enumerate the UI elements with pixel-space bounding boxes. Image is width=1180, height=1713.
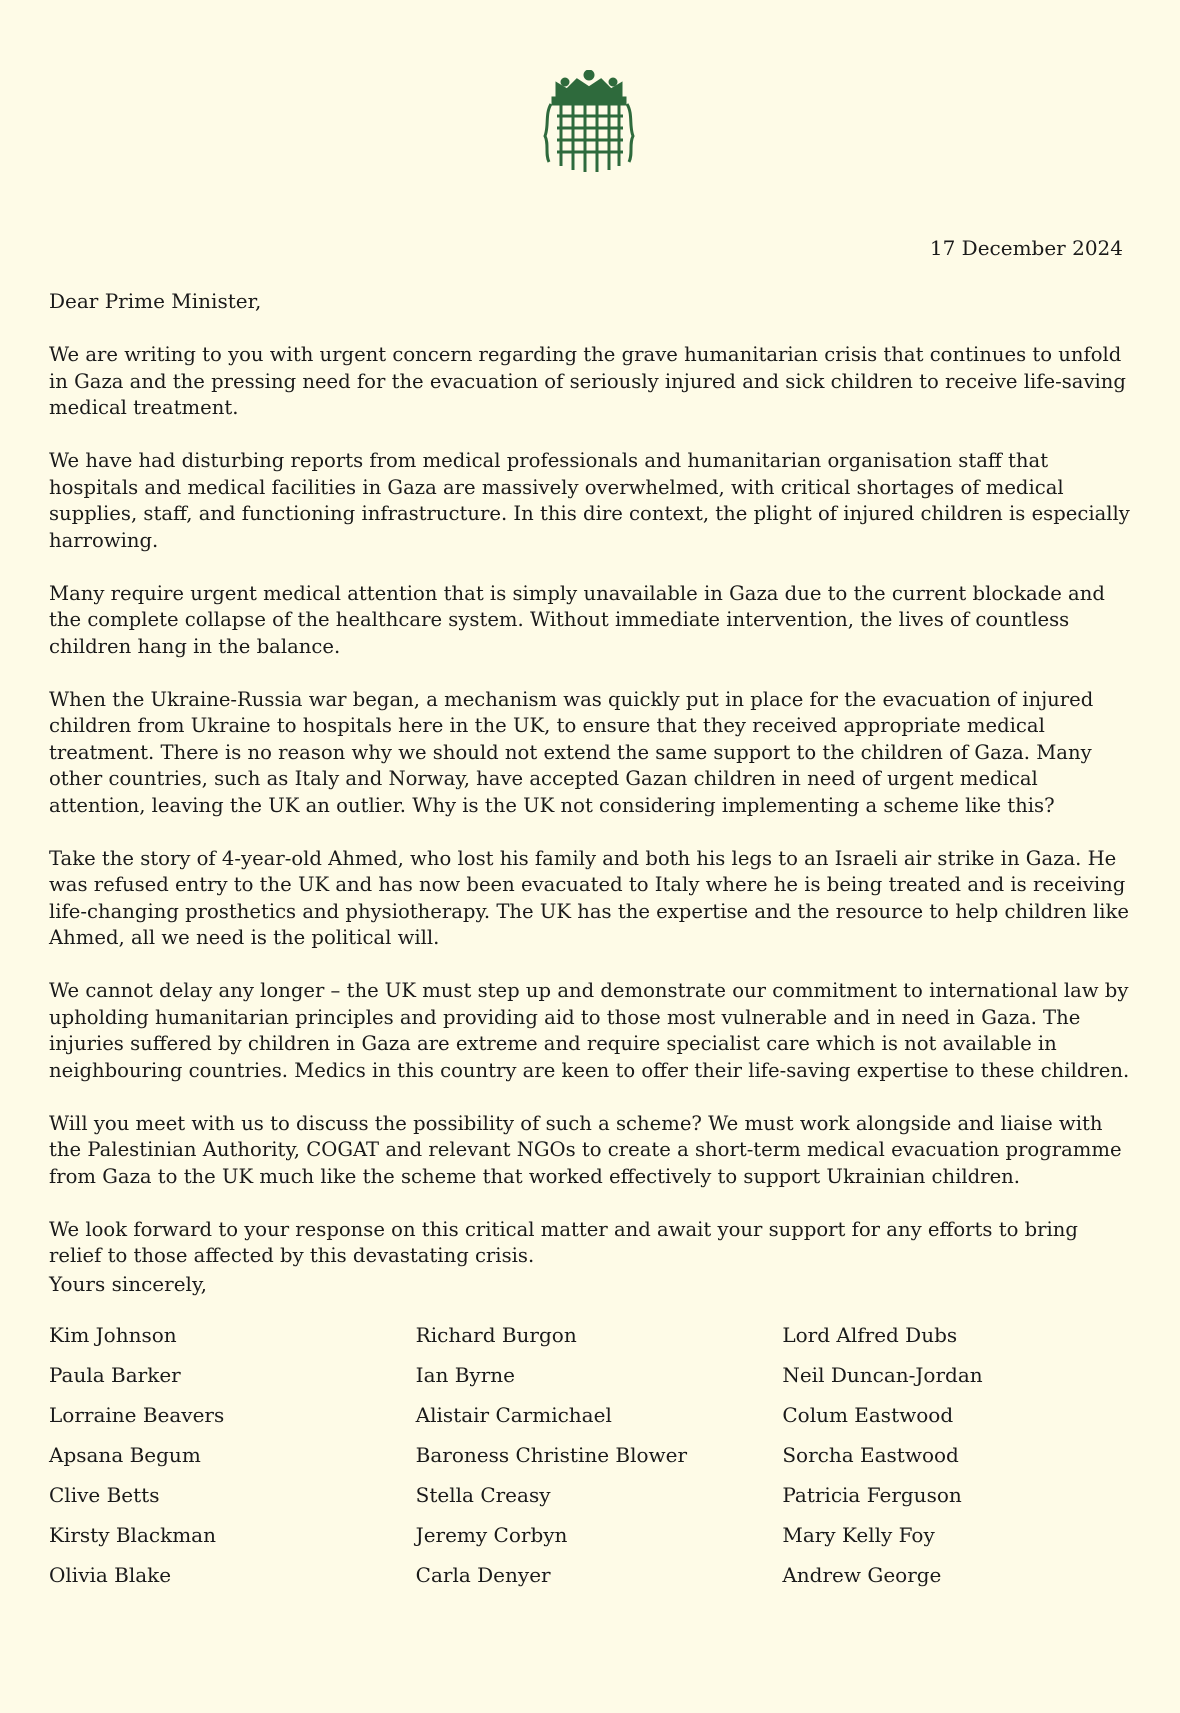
letter-date: 17 December 2024 — [929, 236, 1123, 260]
signatory-name: Neil Duncan-Jordan — [782, 1363, 983, 1387]
signatory-name: Patricia Ferguson — [782, 1483, 962, 1507]
closing: Yours sincerely, — [49, 1272, 207, 1296]
paragraph: We cannot delay any longer – the UK must step up and demonstrate our commitment to international law by upholding humanitarian principles and providing aid to those most vulnerable and in need in Gaza. The injuries suffered by children in Gaza are extreme and require specialist care which is not available in neighbouring countries. Medics in this country are keen to offer their life-saving expertise to these children. — [49, 979, 1130, 1082]
signatory-name: Alistair Carmichael — [415, 1403, 612, 1427]
signatory-name: Kim Johnson — [49, 1323, 177, 1347]
paragraph: We look forward to your response on this critical matter and await your support for any efforts to bring relief to those affected by this devastating crisis. — [49, 1217, 1078, 1267]
signatory-name: Lorraine Beavers — [49, 1403, 225, 1427]
paragraph: Will you meet with us to discuss the possibility of such a scheme? We must work alongside and liaise with the Palestinian Authority, COGAT and relevant NGOs to create a short-term medical evacuation programme from Gaza to the UK much like the scheme that worked effectively to support Ukrainian children. — [49, 1111, 1122, 1188]
signatory-name: Kirsty Blackman — [49, 1523, 216, 1547]
paragraph: Take the story of 4-year-old Ahmed, who lost his family and both his legs to an Israeli air strike in Gaza. He was refused entry to the UK and has now been evacuated to Italy where he is being treated and is receiving life-changing prosthetics and physiotherapy. The UK has the expertise and the resource to help children like Ahmed, all we need is the political will. — [49, 846, 1129, 949]
signatory-name: Clive Betts — [49, 1483, 160, 1507]
paragraph: We have had disturbing reports from medical professionals and humanitarian organisation staff that hospitals and medical facilities in Gaza are massively overwhelmed, with critical shortages of medical supplies, staff, and functioning infrastructure. In this dire context, the plight of injured children is especially harrowing. — [49, 449, 1130, 552]
signatory-name: Jeremy Corbyn — [415, 1523, 568, 1547]
signatory-name: Lord Alfred Dubs — [782, 1323, 958, 1347]
signatory-name: Baroness Christine Blower — [415, 1443, 688, 1467]
signatory-column-3 — [782, 1322, 1149, 1602]
portcullis-crest-icon — [543, 70, 635, 176]
letter-body — [49, 342, 1134, 1296]
paragraph: We are writing to you with urgent concern regarding the grave humanitarian crisis that continues to unfold in Gaza and the pressing need for the evacuation of seriously injured and sick children to receive life-saving medical treatment. — [49, 343, 1126, 419]
paragraph: When the Ukraine-Russia war began, a mechanism was quickly put in place for the evacuation of injured children from Ukraine to hospitals here in the UK, to ensure that they received appropriate medical treatment. There is no reason why we should not extend the same support to the children of Gaza. Many other countries, such as Italy and Norway, have accepted Gazan children in need of urgent medical attention, leaving the UK an outlier. Why is the UK not considering implementing a scheme like this? — [49, 687, 1094, 817]
paragraph: Many require urgent medical attention that is simply unavailable in Gaza due to the current blockade and the complete collapse of the healthcare system. Without immediate intervention, the lives of countless children hang in the balance. — [49, 581, 1105, 658]
signatory-name: Olivia Blake — [49, 1563, 172, 1587]
signatory-name: Ian Byrne — [415, 1363, 516, 1387]
signatory-column-1 — [49, 1322, 416, 1602]
signatories — [49, 1322, 1149, 1602]
signatory-name: Andrew George — [782, 1563, 942, 1587]
signatory-name: Mary Kelly Foy — [782, 1523, 935, 1547]
salutation: Dear Prime Minister, — [49, 289, 262, 313]
signatory-name: Sorcha Eastwood — [782, 1443, 959, 1467]
signatory-name: Carla Denyer — [415, 1563, 551, 1587]
signatory-name: Paula Barker — [49, 1363, 181, 1387]
signatory-name: Apsana Begum — [49, 1443, 201, 1467]
signatory-name: Colum Eastwood — [782, 1403, 954, 1427]
signatory-column-2 — [416, 1322, 783, 1602]
signatory-name: Stella Creasy — [415, 1483, 551, 1507]
signatory-name: Richard Burgon — [415, 1323, 577, 1347]
